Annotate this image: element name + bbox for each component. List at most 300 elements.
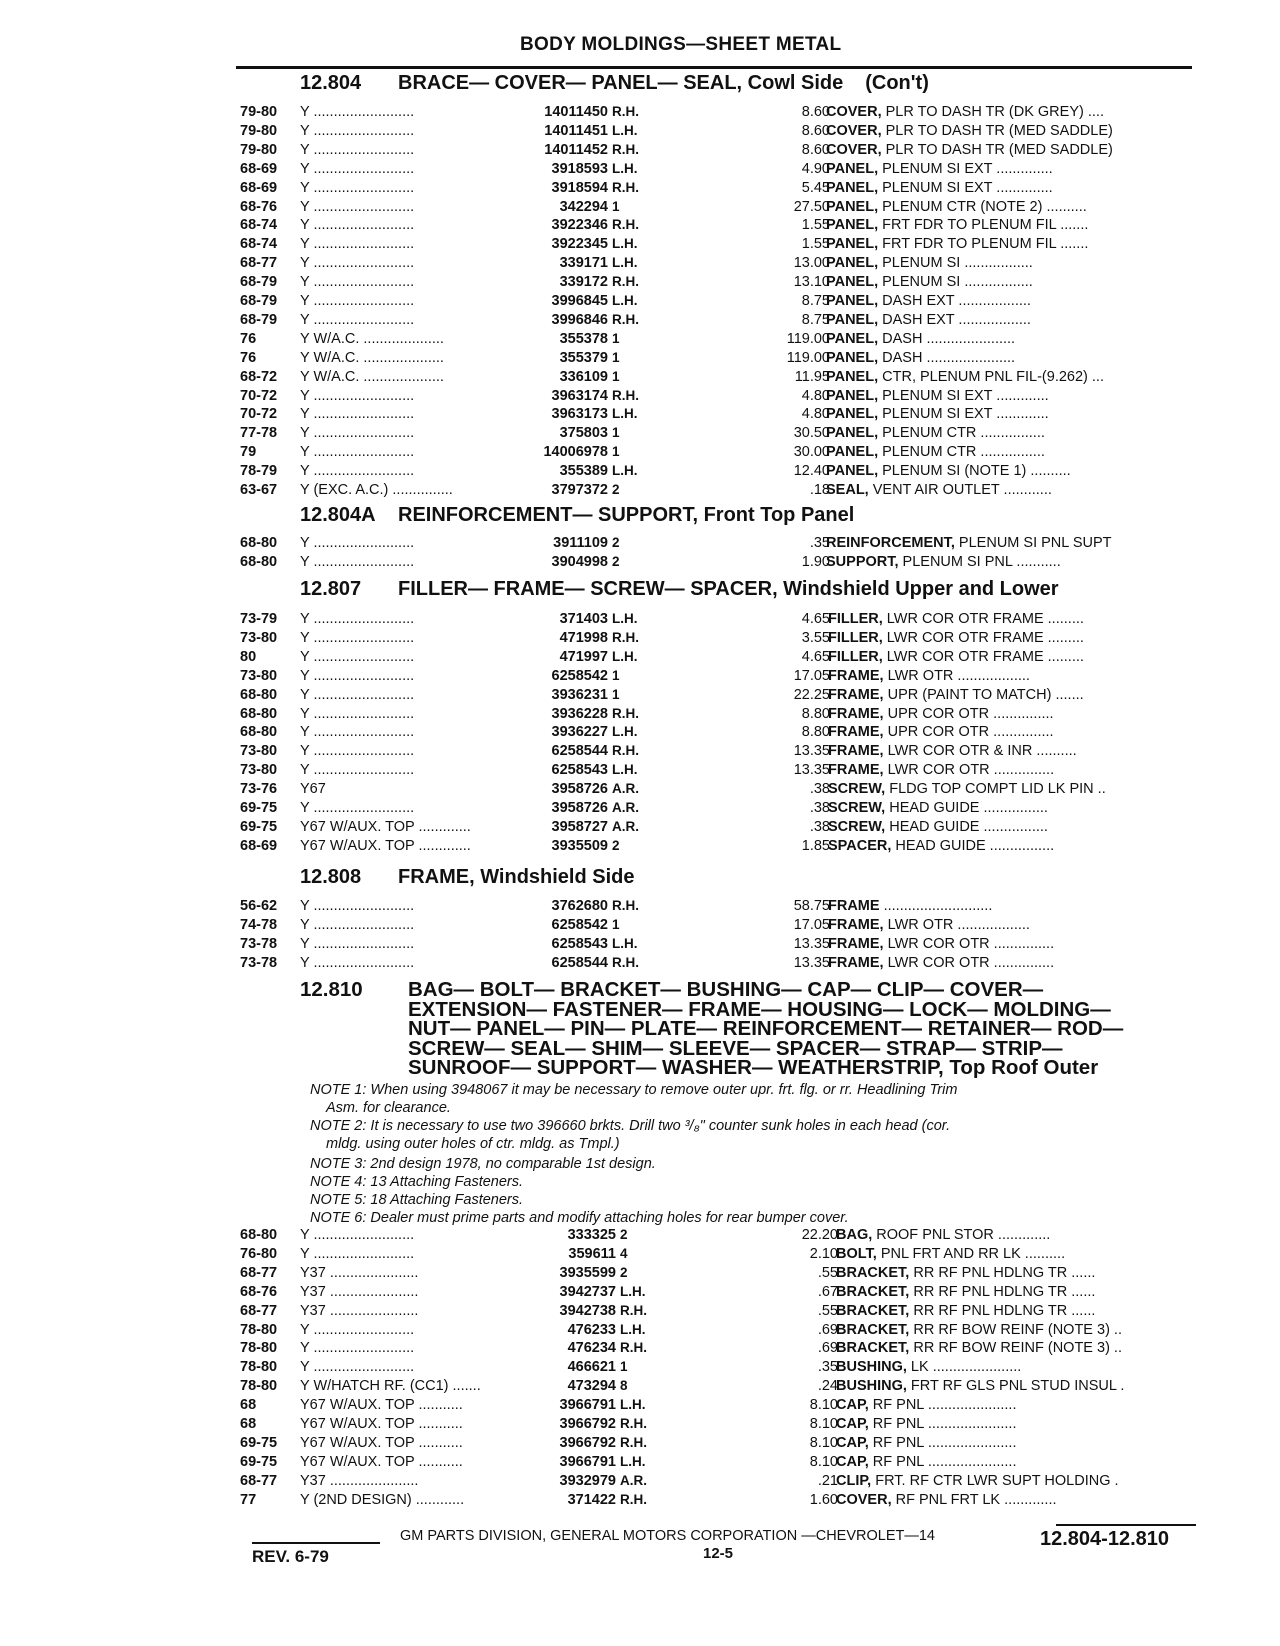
part-description (826, 274, 1033, 290)
part-detail: PLENUM SI ................. (878, 255, 1033, 271)
quantity-or-side: R.H. (620, 1416, 647, 1431)
application: Y ......................... (300, 917, 415, 933)
part-description (826, 312, 1031, 328)
application: Y67 W/AUX. TOP ........... (300, 1416, 463, 1432)
list-price: 4.90 (801, 161, 830, 177)
model-years: 73-79 (240, 611, 278, 627)
list-price: 17.05 (793, 668, 830, 684)
part-detail: RF PNL ...................... (868, 1416, 1017, 1432)
model-years: 70-72 (240, 388, 278, 404)
part-number: 375803 (559, 425, 608, 441)
list-price: .38 (809, 819, 830, 835)
part-number: 6258542 (551, 917, 608, 933)
part-detail: RF PNL ...................... (868, 1435, 1017, 1451)
part-name: REINFORCEMENT, (826, 535, 955, 551)
part-detail: LWR COR OTR FRAME ......... (882, 649, 1084, 665)
quantity-or-side: 1 (612, 369, 620, 384)
quantity-or-side: 1 (612, 687, 620, 702)
quantity-or-side: A.R. (612, 800, 639, 815)
part-detail: PLR TO DASH TR (MED SADDLE) (881, 142, 1113, 158)
list-price: .55 (817, 1303, 838, 1319)
table-row (0, 104, 1280, 123)
part-description (836, 1416, 1017, 1432)
part-detail: FRT RF GLS PNL STUD INSUL . (906, 1378, 1125, 1394)
part-name: SUPPORT, (826, 554, 899, 570)
part-detail: LWR COR OTR FRAME ......... (882, 630, 1084, 646)
table-row (0, 1454, 1280, 1473)
part-name: COVER, (836, 1492, 892, 1508)
model-years: 68-76 (240, 199, 278, 215)
application: Y ......................... (300, 312, 415, 328)
application: Y67 W/AUX. TOP ........... (300, 1435, 463, 1451)
section-label: BRACE— COVER— PANEL— SEAL, Cowl Side (398, 72, 844, 94)
part-description (828, 611, 1084, 627)
table-row (0, 1378, 1280, 1397)
list-price: 22.25 (793, 687, 830, 703)
part-description (826, 425, 1045, 441)
application: Y ......................... (300, 425, 415, 441)
part-number: 336109 (559, 369, 608, 385)
table-row (0, 668, 1280, 687)
section-label-line: EXTENSION— FASTENER— FRAME— HOUSING— LOCK— MOLDING— (408, 997, 1111, 1021)
model-years: 68-77 (240, 1303, 278, 1319)
table-row (0, 350, 1280, 369)
list-price: 13.10 (793, 274, 830, 290)
part-detail: RR RF PNL HDLNG TR ...... (909, 1284, 1096, 1300)
table-row (0, 1435, 1280, 1454)
quantity-or-side: L.H. (612, 762, 638, 777)
part-detail: PLENUM SI (NOTE 1) .......... (878, 463, 1071, 479)
part-description (826, 535, 1112, 551)
quantity-or-side: L.H. (612, 293, 638, 308)
note-line: mldg. using outer holes of ctr. mldg. as Tmpl.) (326, 1136, 620, 1152)
application: Y ......................... (300, 611, 415, 627)
table-row (0, 236, 1280, 255)
application: Y ......................... (300, 255, 415, 271)
part-description (828, 743, 1077, 759)
part-name: PANEL, (826, 444, 879, 460)
quantity-or-side: 1 (612, 668, 620, 683)
part-description (836, 1473, 1119, 1489)
part-description (826, 142, 1113, 158)
quantity-or-side: L.H. (620, 1322, 646, 1337)
part-number: 3996846 (551, 312, 608, 328)
part-detail: RR RF PNL HDLNG TR ...... (909, 1303, 1096, 1319)
part-name: SPACER, (828, 838, 892, 854)
list-price: 4.80 (801, 388, 830, 404)
part-detail: LWR COR OTR ............... (883, 936, 1055, 952)
part-detail: LWR COR OTR ............... (883, 955, 1055, 971)
table-row (0, 1340, 1280, 1359)
application: Y ......................... (300, 554, 415, 570)
footer-rule-right (1056, 1524, 1196, 1526)
part-name: BRACKET, (836, 1284, 910, 1300)
part-name: PANEL, (826, 350, 879, 366)
part-number: 6258543 (551, 762, 608, 778)
model-years: 69-75 (240, 1435, 278, 1451)
table-row (0, 161, 1280, 180)
part-description (836, 1303, 1095, 1319)
section-heading-12-808 (300, 866, 635, 889)
application: Y ......................... (300, 104, 415, 120)
section-number: 12.807 (300, 578, 362, 600)
part-detail: VENT AIR OUTLET ............ (868, 482, 1052, 498)
part-description (826, 255, 1033, 271)
part-description (826, 104, 1104, 120)
quantity-or-side: L.H. (612, 649, 638, 664)
model-years: 79 (240, 444, 257, 460)
quantity-or-side: L.H. (620, 1454, 646, 1469)
part-name: BUSHING, (836, 1378, 907, 1394)
table-row (0, 917, 1280, 936)
table-row (0, 781, 1280, 800)
section-heading-12-807 (300, 578, 1059, 601)
part-name: PANEL, (826, 180, 879, 196)
model-years: 73-80 (240, 630, 278, 646)
model-years: 80 (240, 649, 257, 665)
part-number: 3922345 (551, 236, 608, 252)
quantity-or-side: R.H. (612, 180, 639, 195)
part-description (836, 1359, 1021, 1375)
model-years: 73-78 (240, 955, 278, 971)
table-row (0, 331, 1280, 350)
application: Y ......................... (300, 388, 415, 404)
part-detail: PLENUM SI ................. (878, 274, 1033, 290)
part-description (826, 236, 1088, 252)
application: Y ......................... (300, 724, 415, 740)
part-number: 14006978 (543, 444, 608, 460)
list-price: 3.55 (801, 630, 830, 646)
part-detail: PLENUM SI EXT .............. (878, 161, 1053, 177)
part-description (836, 1340, 1122, 1356)
application: Y ......................... (300, 762, 415, 778)
part-description (828, 936, 1054, 952)
list-price: 8.10 (809, 1454, 838, 1470)
part-name: BRACKET, (836, 1265, 910, 1281)
part-name: FRAME, (828, 687, 884, 703)
model-years: 78-80 (240, 1340, 278, 1356)
list-price: .35 (817, 1359, 838, 1375)
quantity-or-side: R.H. (612, 706, 639, 721)
quantity-or-side: R.H. (612, 312, 639, 327)
part-detail: PLR TO DASH TR (DK GREY) .... (881, 104, 1104, 120)
section-label-line: SUNROOF— SUPPORT— WASHER— WEATHERSTRIP, Top Roof Outer (408, 1056, 1099, 1079)
part-name: PANEL, (826, 369, 879, 385)
part-description (836, 1397, 1017, 1413)
part-name: PANEL, (826, 312, 879, 328)
table-row (0, 955, 1280, 974)
part-detail: UPR COR OTR ............... (883, 706, 1054, 722)
model-years: 68-72 (240, 369, 278, 385)
section-label-line: NUT— PANEL— PIN— PLATE— REINFORCEMENT— RETAINER— ROD— (408, 1017, 1124, 1040)
table-row (0, 123, 1280, 142)
part-description (828, 687, 1084, 703)
model-years: 78-79 (240, 463, 278, 479)
section-heading-12-804 (300, 72, 929, 95)
list-price: 1.60 (809, 1492, 838, 1508)
model-years: 68-76 (240, 1284, 278, 1300)
part-detail: UPR (PAINT TO MATCH) ....... (883, 687, 1084, 703)
section-range: 12.804-12.810 (1040, 1528, 1170, 1550)
part-name: PANEL, (826, 425, 879, 441)
page-title: BODY MOLDINGS—SHEET METAL (520, 34, 842, 55)
list-price: 58.75 (793, 898, 830, 914)
list-price: 13.35 (793, 955, 830, 971)
table-row (0, 255, 1280, 274)
list-price: 8.75 (801, 293, 830, 309)
table-row (0, 898, 1280, 917)
model-years: 68-77 (240, 255, 278, 271)
application: Y37 ...................... (300, 1265, 419, 1281)
part-description (828, 762, 1054, 778)
model-years: 68-69 (240, 180, 278, 196)
part-detail: PLENUM SI EXT ............. (878, 388, 1049, 404)
part-description (836, 1265, 1095, 1281)
part-detail: LWR COR OTR FRAME ......... (882, 611, 1084, 627)
table-row (0, 649, 1280, 668)
quantity-or-side: A.R. (620, 1473, 647, 1488)
model-years: 79-80 (240, 123, 278, 139)
part-detail: PLENUM CTR ................ (878, 444, 1045, 460)
quantity-or-side: R.H. (612, 955, 639, 970)
list-price: 5.45 (801, 180, 830, 196)
part-number: 3922346 (551, 217, 608, 233)
table-row (0, 1265, 1280, 1284)
quantity-or-side: L.H. (612, 236, 638, 251)
part-detail: LK ...................... (906, 1359, 1022, 1375)
part-detail: PNL FRT AND RR LK .......... (876, 1246, 1066, 1262)
part-description (826, 331, 1015, 347)
model-years: 76 (240, 331, 257, 347)
part-detail: LWR OTR .................. (883, 917, 1030, 933)
part-name: FRAME (828, 898, 880, 914)
quantity-or-side: R.H. (620, 1303, 647, 1318)
part-description (828, 917, 1030, 933)
table-row (0, 838, 1280, 857)
part-detail: HEAD GUIDE ................ (885, 800, 1048, 816)
application: Y ......................... (300, 444, 415, 460)
quantity-or-side: 4 (620, 1246, 628, 1261)
part-number: 6258542 (551, 668, 608, 684)
part-description (826, 199, 1087, 215)
table-row (0, 406, 1280, 425)
section-label: REINFORCEMENT— SUPPORT, Front Top Panel (398, 504, 855, 526)
part-detail: RR RF BOW REINF (NOTE 3) .. (909, 1322, 1122, 1338)
table-row (0, 630, 1280, 649)
part-detail: DASH ...................... (878, 350, 1016, 366)
part-number: 476234 (567, 1340, 616, 1356)
part-detail: LWR COR OTR ............... (883, 762, 1055, 778)
table-row (0, 1397, 1280, 1416)
table-row (0, 535, 1280, 554)
part-number: 3996845 (551, 293, 608, 309)
part-description (836, 1284, 1095, 1300)
section-label: FRAME, Windshield Side (398, 866, 635, 888)
part-description (828, 781, 1106, 797)
application: Y ......................... (300, 217, 415, 233)
part-name: CAP, (836, 1416, 869, 1432)
application: Y ......................... (300, 898, 415, 914)
model-years: 76 (240, 350, 257, 366)
part-number: 355379 (559, 350, 608, 366)
table-row (0, 687, 1280, 706)
quantity-or-side: 2 (612, 482, 620, 497)
application: Y ......................... (300, 123, 415, 139)
part-detail: DASH EXT .................. (878, 312, 1031, 328)
table-row (0, 217, 1280, 236)
model-years: 68-80 (240, 535, 278, 551)
list-price: .35 (809, 535, 830, 551)
model-years: 73-80 (240, 668, 278, 684)
model-years: 68-80 (240, 1227, 278, 1243)
part-name: CAP, (836, 1454, 869, 1470)
application: Y ......................... (300, 687, 415, 703)
part-description (826, 482, 1052, 498)
revision-label: REV. 6-79 (252, 1547, 329, 1566)
part-name: PANEL, (826, 388, 879, 404)
part-detail: RR RF BOW REINF (NOTE 3) .. (909, 1340, 1122, 1356)
model-years: 68-79 (240, 293, 278, 309)
header-rule (236, 66, 1192, 69)
note-line: NOTE 1: When using 3948067 it may be necessary to remove outer upr. frt. flg. or rr. Headlining Trim (310, 1082, 958, 1098)
part-detail: FRT. RF CTR LWR SUPT HOLDING . (871, 1473, 1119, 1489)
application: Y (2ND DESIGN) ............ (300, 1492, 465, 1508)
list-price: 1.85 (801, 838, 830, 854)
part-description (826, 406, 1049, 422)
part-number: 3797372 (551, 482, 608, 498)
table-row (0, 444, 1280, 463)
quantity-or-side: R.H. (612, 104, 639, 119)
application: Y ......................... (300, 199, 415, 215)
list-price: 8.60 (801, 142, 830, 158)
part-detail: HEAD GUIDE ................ (885, 819, 1048, 835)
part-detail: CTR, PLENUM PNL FIL-(9.262) ... (878, 369, 1104, 385)
quantity-or-side: R.H. (612, 217, 639, 232)
list-price: 4.65 (801, 611, 830, 627)
part-description (836, 1322, 1122, 1338)
quantity-or-side: 2 (612, 535, 620, 550)
part-description (826, 554, 1061, 570)
part-name: FRAME, (828, 743, 884, 759)
quantity-or-side: L.H. (620, 1397, 646, 1412)
part-number: 333325 (567, 1227, 616, 1243)
continued-label: (Con't) (865, 72, 929, 94)
part-name: PANEL, (826, 293, 879, 309)
quantity-or-side: 8 (620, 1378, 628, 1393)
table-row (0, 312, 1280, 331)
part-detail: RF PNL ...................... (868, 1397, 1017, 1413)
model-years: 68-80 (240, 706, 278, 722)
part-name: PANEL, (826, 199, 879, 215)
part-name: PANEL, (826, 236, 879, 252)
part-name: FRAME, (828, 762, 884, 778)
quantity-or-side: R.H. (612, 743, 639, 758)
part-name: PANEL, (826, 463, 879, 479)
part-description (828, 955, 1054, 971)
footer-rule-left (252, 1542, 380, 1544)
part-detail: ROOF PNL STOR ............. (872, 1227, 1051, 1243)
part-number: 3942738 (559, 1303, 616, 1319)
application: Y67 W/AUX. TOP ............. (300, 838, 471, 854)
table-row (0, 1322, 1280, 1341)
part-number: 473294 (567, 1378, 616, 1394)
part-name: BRACKET, (836, 1322, 910, 1338)
list-price: 1.55 (801, 236, 830, 252)
part-number: 6258544 (551, 743, 608, 759)
part-number: 3966791 (559, 1397, 616, 1413)
list-price: 8.60 (801, 123, 830, 139)
part-detail: RF PNL FRT LK ............. (891, 1492, 1057, 1508)
part-detail: PLENUM CTR (NOTE 2) .......... (878, 199, 1087, 215)
application: Y ......................... (300, 630, 415, 646)
application: Y ......................... (300, 668, 415, 684)
part-description (826, 350, 1015, 366)
list-price: 13.35 (793, 936, 830, 952)
application: Y ......................... (300, 293, 415, 309)
part-number: 471998 (559, 630, 608, 646)
application: Y ......................... (300, 1359, 415, 1375)
model-years: 68-77 (240, 1265, 278, 1281)
table-row (0, 1227, 1280, 1246)
model-years: 78-80 (240, 1359, 278, 1375)
list-price: 11.95 (794, 369, 830, 385)
section-label-line: BAG— BOLT— BRACKET— BUSHING— CAP— CLIP— COVER— (408, 978, 1044, 1001)
model-years: 70-72 (240, 406, 278, 422)
section-number: 12.810 (300, 978, 363, 1001)
part-number: 6258543 (551, 936, 608, 952)
quantity-or-side: 1 (612, 425, 620, 440)
part-description (826, 293, 1031, 309)
list-price: 1.55 (801, 217, 830, 233)
section-heading-12-804a (300, 504, 854, 527)
list-price: .21 (817, 1473, 838, 1489)
part-name: FRAME, (828, 706, 884, 722)
application: Y37 ...................... (300, 1303, 419, 1319)
part-number: 3958727 (551, 819, 608, 835)
application: Y ......................... (300, 161, 415, 177)
application: Y (EXC. A.C.) ............... (300, 482, 453, 498)
part-description (836, 1378, 1124, 1394)
list-price: 4.80 (801, 406, 830, 422)
table-row (0, 388, 1280, 407)
table-row (0, 1492, 1280, 1511)
quantity-or-side: 1 (612, 350, 620, 365)
table-row (0, 743, 1280, 762)
application: Y ......................... (300, 743, 415, 759)
part-detail: FLDG TOP COMPT LID LK PIN .. (885, 781, 1106, 797)
table-row (0, 819, 1280, 838)
part-name: FRAME, (828, 936, 884, 952)
part-detail: UPR COR OTR ............... (883, 724, 1054, 740)
part-description (836, 1227, 1050, 1243)
section-number: 12.804A (300, 504, 376, 526)
part-description (828, 668, 1030, 684)
quantity-or-side: L.H. (612, 611, 638, 626)
list-price: 30.50 (793, 425, 830, 441)
table-row (0, 463, 1280, 482)
part-name: BRACKET, (836, 1303, 910, 1319)
table-row (0, 199, 1280, 218)
application: Y ......................... (300, 535, 415, 551)
application: Y ......................... (300, 955, 415, 971)
application: Y ......................... (300, 1246, 415, 1262)
part-detail: PLENUM SI EXT .............. (878, 180, 1053, 196)
part-name: PANEL, (826, 217, 879, 233)
part-name: PANEL, (826, 274, 879, 290)
model-years: 78-80 (240, 1322, 278, 1338)
part-name: SCREW, (828, 781, 886, 797)
quantity-or-side: L.H. (612, 123, 638, 138)
